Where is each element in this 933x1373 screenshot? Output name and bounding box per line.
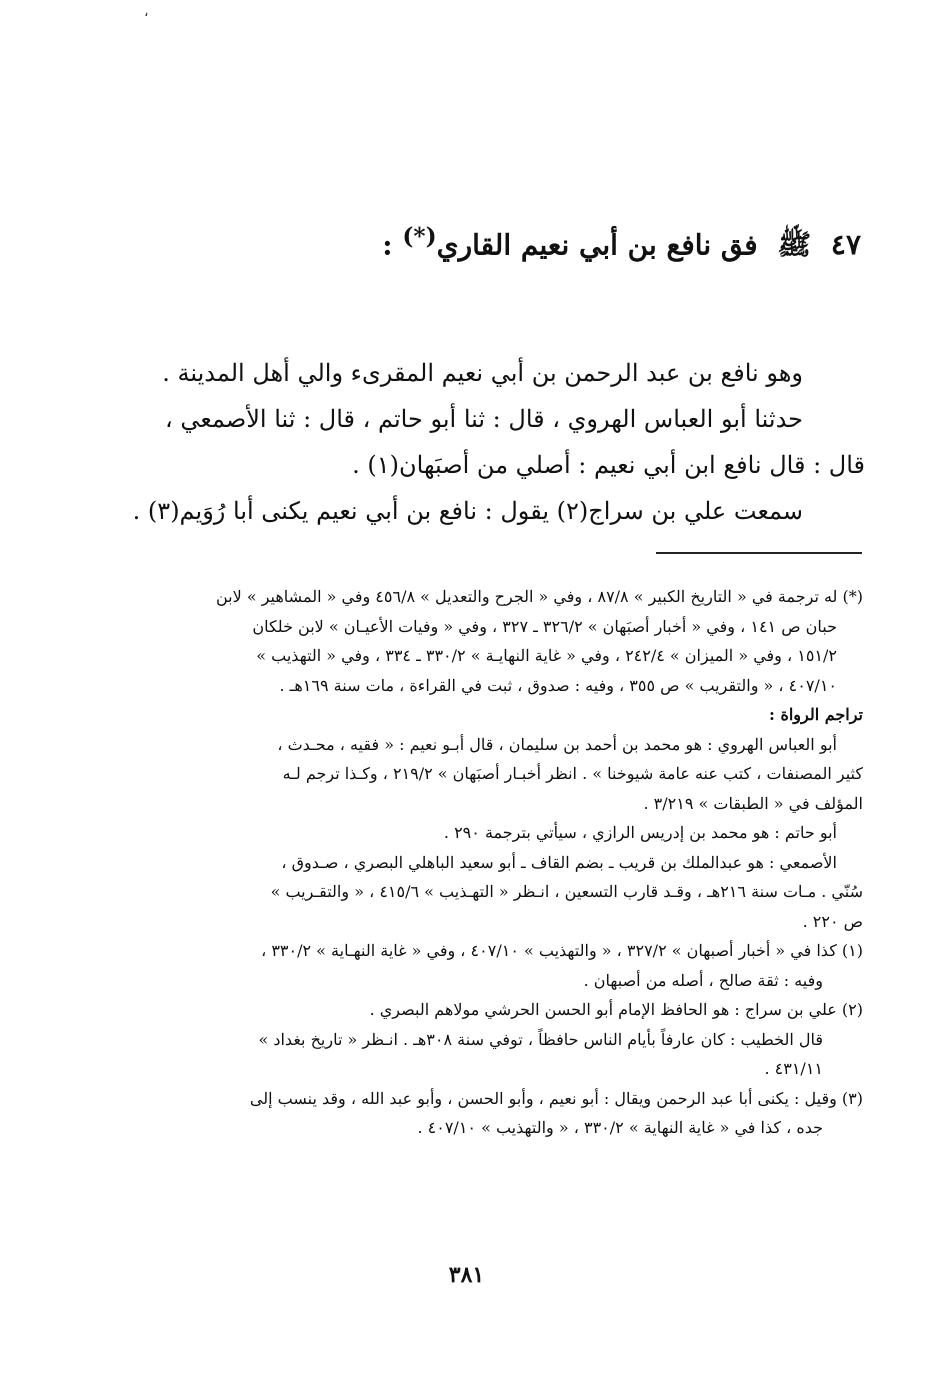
footnote-line: ص ٢٢٠ . [802,911,863,931]
entry-number: ٤٧ [830,228,861,262]
main-text [100,350,865,534]
main-text-line: حدثنا أبو العباس الهروي ، قال : ثنا أبو حاتم ، قال : ثنا الأصمعي ، [165,405,803,433]
footnote-line: وفيه : ثقة صالح ، أصله من أصبهان . [583,970,823,990]
footnote-line: أبو العباس الهروي : هو محمد بن أحمد بن سليمان ، قال أبـو نعيم : « فقيه ، محـدث ، [277,734,837,754]
main-text-line: وهو نافع بن عبد الرحمن بن أبي نعيم المقرىء والي أهل المدينة . [162,359,803,387]
footnote-line: قال الخطيب : كان عارفاً بأيام الناس حافظاً ، توفي سنة ٣٠٨هـ . انـظر « تاريخ بغداد » [258,1029,823,1049]
corner-mark: ، [144,4,149,20]
footnote-line: الأصمعي : هو عبدالملك بن قريب ـ بضم القاف ـ أبو سعيد الباهلي البصري ، صـدوق ، [281,852,837,872]
main-text-line: سمعت علي بن سراج(٢) يقول : نافع بن أبي نعيم يكنى أبا رُوَيم(٣) . [132,497,803,525]
entry-footnote-ref: (*) [402,222,437,250]
page-number: ٣٨١ [448,1262,485,1288]
footnote-line: سُنّي . مـات سنة ٢١٦هـ ، وقـد قارب التسعين ، انـظر « التهـذيب » ٤١٥/٦ ، « والتقـريب » [270,882,863,901]
footnote-separator [656,552,862,554]
footnote-line: أبو حاتم : هو محمد بن إدريس الرازي ، سيأتي بترجمة ٢٩٠ . [443,823,837,842]
footnote-line: ٤٣١/١١ . [764,1059,823,1078]
footnote-line: ١٥١/٢ ، وفي « الميزان » ٢٤٢/٤ ، وفي « غاية النهايـة » ٣٣٠/٢ ـ ٣٣٤ ، وفي « التهذيب » [256,646,837,665]
entry-heading [161,222,861,268]
footnote-line: كثير المصنفات ، كتب عنه عامة شيوخنا » . انظر أخبـار أصبَهان » ٢١٩/٢ ، وكـذا ترجم لـه [282,764,863,783]
honorific-symbol-icon: ﷺ [777,228,812,262]
narrators-heading: تراجم الرواة : [768,705,863,724]
footnotes [150,582,863,1143]
entry-title: فق نافع بن أبي نعيم القاري [436,228,758,262]
heading-colon: : [382,228,403,262]
main-text-line: قال : قال نافع ابن أبي نعيم : أصلي من أصبَهان(١) . [352,451,865,479]
footnote-line: (٣) وقيل : يكنى أبا عبد الرحمن ويقال : أبو نعيم ، وأبو الحسن ، وأبو عبد الله ، وقد ينسب إلى [249,1088,863,1108]
footnote-line: (١) كذا في « أخبار أصبهان » ٣٢٧/٢ ، « والتهذيب » ٤٠٧/١٠ ، وفي « غاية النهـاية » ٣٣٠/٢ ، [261,941,863,960]
footnote-line: (*) له ترجمة في « التاريخ الكبير » ٨٧/٨ ، وفي « الجرح والتعديل » ٤٥٦/٨ وفي « المشاهير » لابن [215,587,863,606]
footnote-line: ٤٠٧/١٠ ، « والتقريب » ص ٣٥٥ ، وفيه : صدوق ، ثبت في القراءة ، مات سنة ١٦٩هـ . [279,675,837,695]
footnote-line: حبان ص ١٤١ ، وفي « أخبار أصبَهان » ٣٢٦/٢ ـ ٣٢٧ ، وفي « وفيات الأعيـان » لابن خلكان [252,616,837,636]
footnote-line: المؤلف في « الطبقات » ٣/٢١٩ . [643,793,863,813]
footnote-line: (٢) علي بن سراج : هو الحافظ الإمام أبو الحسن الحرشي مولاهم البصري . [369,1000,863,1019]
footnote-line: جده ، كذا في « غاية النهاية » ٣٣٠/٢ ، « والتهذيب » ٤٠٧/١٠ . [417,1118,823,1137]
